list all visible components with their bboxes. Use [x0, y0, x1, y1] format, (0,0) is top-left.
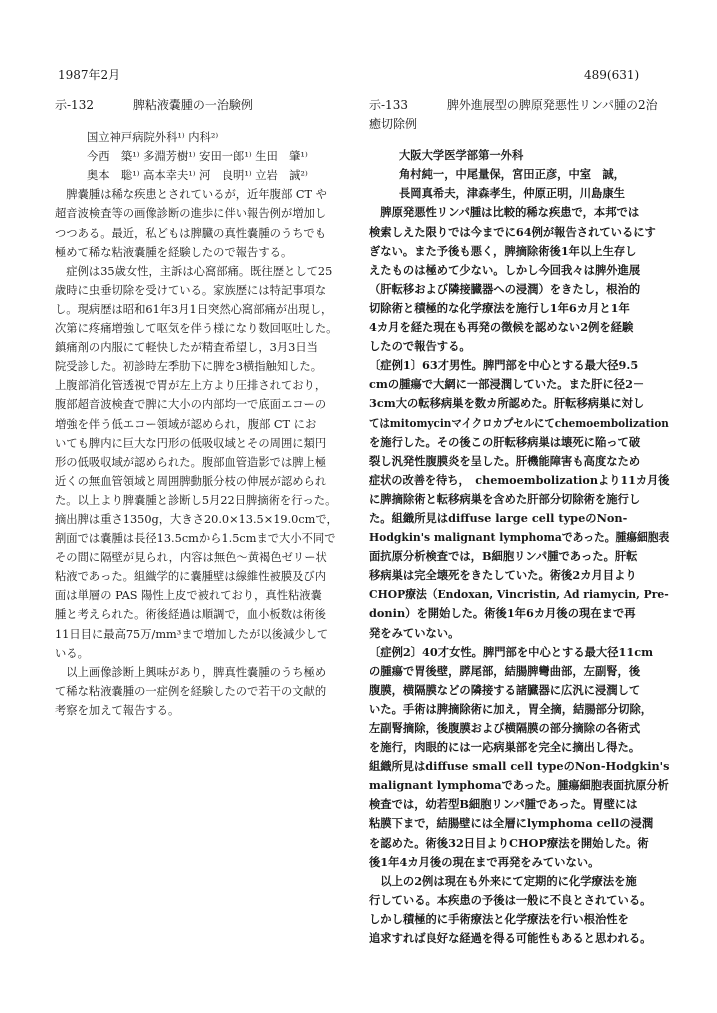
abstract-title-continued: 癒切除例 — [369, 117, 418, 132]
body-text-line: 割面では嚢腫は長径13.5cmから1.5cmまで大小不同で — [55, 532, 336, 546]
body-text-line: 面は単層の PAS 陽性上皮で被れており，真性粘液嚢 — [55, 589, 322, 603]
body-text-line: の腫瘍で胃後壁，膵尾部，結腸脾彎曲部，左副腎，後 — [369, 663, 641, 678]
body-text-line: CHOP療法（Endoxan, Vincristin, Ad riamycin, Pre- — [369, 587, 669, 602]
body-text-line: 腹膜，横隔膜などの隣接する諸臓器に広汎に浸潤して — [369, 682, 641, 697]
body-text-line: 面抗原分析検査では，B細胞リンパ腫であった。肝転 — [369, 549, 638, 564]
body-text-line: 以上画像診断上興味があり，脾真性嚢腫のうち極め — [55, 665, 327, 679]
body-text-line: 〔症例1〕63才男性。脾門部を中心とする最大径9.5 — [369, 358, 639, 373]
body-text-line: 検査では，幼若型B細胞リンパ腫であった。胃壁には — [369, 797, 638, 812]
abstract-body — [369, 203, 669, 948]
body-text-line: 近くの無血管領域と周囲脾動脈分枝の伸展が認められ — [55, 474, 327, 488]
author-line: 角村純一，中尾量保，宮田正彦，中室 誠， — [399, 167, 625, 182]
body-text-line: 切除術と積極的な化学療法を施行し1年6カ月と1年 — [369, 300, 630, 315]
body-text-line: （肝転移および隣接臓器への浸潤）をきたし，根治的 — [369, 281, 641, 296]
body-text-line: しかし積極的に手術療法と化学療法を行い根治性を — [369, 911, 629, 926]
body-text-line: 摘出脾は重さ1350g，大きさ20.0×13.5×19.0cmで， — [55, 512, 338, 526]
body-text-line: 鎮痛剤の内服にて軽快したが精査希望し，3月3日当 — [55, 341, 318, 355]
body-text-line: つつある。最近，私どもは脾臓の真性嚢腫のうちでも — [55, 226, 327, 240]
body-text-line: したので報告する。 — [369, 339, 471, 354]
body-text-line: その間に隔壁が見られ，内容は無色～黄褐色ゼリー状 — [55, 551, 327, 565]
body-text-line: 発をみていない。 — [369, 625, 460, 640]
header-page-number: 489(631) — [584, 68, 640, 82]
body-text-line: 後1年4カ月後の現在まで再発をみていない。 — [369, 854, 600, 869]
author-line: 今西 築¹⁾ 多淵芳樹¹⁾ 安田一郎¹⁾ 生田 肇¹⁾ — [87, 150, 308, 164]
body-text-line: malignant lymphomaであった。腫瘍細胞表面抗原分析 — [369, 778, 669, 793]
body-text-line: 裂し汎発性腹膜炎を呈した。肝機能障害も高度なため — [369, 453, 641, 468]
body-text-line: 粘液であった。組織学的に嚢腫壁は線維性被膜及び内 — [55, 570, 327, 584]
body-text-line: を施行した。その後この肝転移病巣は壊死に陥って破 — [369, 434, 641, 449]
body-text-line: 3cm大の転移病巣を数カ所認めた。肝転移病巣に対し — [369, 396, 645, 411]
body-text-line: 腹部超音波検査で脾に大小の内部均一で底面エコーの — [55, 398, 327, 412]
abstract-title-row — [369, 96, 669, 115]
body-text-line: 上腹部消化管透視で胃が左上方より圧排されており， — [55, 379, 327, 393]
body-text-line: 増強を伴う低エコー領域が認められ，腹部 CT にお — [55, 417, 317, 431]
body-text-line: 検索しえた限りでは今までに64例が報告されているにす — [369, 224, 656, 239]
body-text-line: 考察を加えて報告する。 — [55, 703, 180, 717]
body-text-line: 歳時に虫垂切除を受けている。家族歴には特記事項な — [55, 283, 327, 297]
body-text-line: いても脾内に巨大な円形の低吸収域とその周囲に類円 — [55, 436, 327, 450]
affiliation: 大阪大学医学部第一外科 — [399, 148, 524, 163]
body-text-line: 追求すれば良好な経過を得る可能性もあると思われる。 — [369, 931, 652, 946]
body-text-line: えたものは極めて少ない。しかし今回我々は脾外進展 — [369, 262, 641, 277]
body-text-line: 超音波検査等の画像診断の進歩に伴い報告例が増加し — [55, 207, 327, 221]
body-text-line: 形の低吸収域が認められた。腹部血管造影では脾上極 — [55, 455, 327, 469]
body-text-line: ぎない。また予後も悪く，脾摘除術後1年以上生存し — [369, 243, 637, 258]
body-text-line: 移病巣は完全壊死をきたしていた。術後2カ月目より — [369, 568, 637, 583]
body-text-line: 粘膜下まで，結腸壁には全層にlymphoma cellの浸潤 — [369, 816, 654, 831]
abstract-body — [55, 185, 355, 720]
body-text-line: いる。 — [55, 646, 89, 660]
header-date: 1987年2月 — [58, 68, 121, 82]
body-text-line: て稀な粘液嚢腫の一症例を経験したので若干の文献的 — [55, 684, 327, 698]
abstract-number: 示-132 — [55, 98, 94, 112]
body-text-line: に脾摘除術と転移病巣を含めた肝部分切除術を施行し — [369, 491, 641, 506]
author-line: 奥本 聡¹⁾ 高本幸夫¹⁾ 河 良明¹⁾ 立岩 誠²⁾ — [87, 169, 308, 183]
body-text-line: 症状の改善を待ち， chemoembolizationより11カ月後 — [369, 472, 670, 487]
abstract-left — [55, 96, 355, 720]
body-text-line: た。以上より脾嚢腫と診断し5月22日脾摘術を行った。 — [55, 493, 337, 507]
body-text-line: cmの腫瘍で大網に一部浸潤していた。また肝に径2－ — [369, 377, 645, 392]
body-text-line: てはmitomycinマイクロカプセルにてchemoembolization — [369, 415, 669, 430]
body-text-line: いた。手術は脾摘除術に加え，胃全摘，結腸部分切除， — [369, 701, 653, 716]
body-text-line: を施行，肉眼的には一応病巣部を完全に摘出し得た。 — [369, 740, 641, 755]
abstract-number: 示-133 — [369, 98, 408, 112]
abstract-title: 脾外進展型の脾原発悪性リンパ腫の2治 — [446, 98, 658, 112]
body-text-line: を認めた。術後32日目よりCHOP療法を開始した。術 — [369, 835, 649, 850]
body-text-line: 脾原発悪性リンパ腫は比較的稀な疾患で，本邦では — [369, 205, 640, 220]
body-text-line: 院受診した。初診時左季肋下に脾を3横指触知した。 — [55, 360, 323, 374]
affiliation: 国立神戸病院外科¹⁾ 内科²⁾ — [87, 131, 219, 145]
body-text-line: donin）を開始した。術後1年6カ月後の現在まで再 — [369, 606, 636, 621]
body-text-line: Hodgkin's malignant lymphomaであった。腫瘍細胞表 — [369, 530, 670, 545]
body-text-line: 以上の2例は現在も外来にて定期的に化学療法を施 — [369, 873, 637, 888]
body-text-line: 〔症例2〕40才女性。脾門部を中心とする最大径11cm — [369, 644, 654, 659]
body-text-line: 極めて稀な粘液嚢腫を経験したので報告する。 — [55, 245, 293, 259]
body-text-line: 脾嚢腫は稀な疾患とされているが，近年腹部 CT や — [55, 188, 327, 202]
abstract-right — [369, 96, 669, 948]
body-text-line: 症例は35歳女性，主訴は心窩部痛。既往歴として25 — [55, 264, 333, 278]
body-text-line: 左副腎摘除，後腹膜および横隔膜の部分摘除の各術式 — [369, 721, 641, 735]
body-text-line: 組織所見はdiffuse small cell typeのNon-Hodgkin's — [369, 759, 670, 774]
body-text-line: 11日目に最高75万/mm³まで増加したが以後減少して — [55, 627, 329, 641]
body-text-line: 次第に疼痛増強して呕気を伴う様になり数回呕吐した。 — [55, 322, 338, 336]
body-text-line: し。現病歴は昭和61年3月1日突然心窩部痛が出現し， — [55, 302, 333, 316]
abstract-title-row — [55, 96, 355, 115]
body-text-line: 4カ月を経た現在も再発の徴候を認めない2例を経験 — [369, 320, 634, 335]
body-text-line: た。組織所見はdiffuse large cell typeのNon- — [369, 510, 628, 525]
author-line: 長岡真希夫，津森孝生，仲原正明，川島康生 — [399, 186, 625, 201]
body-text-line: 腫と考えられた。術後経過は順調で，血小板数は術後 — [55, 608, 326, 622]
body-text-line: 行している。本疾患の予後は一般に不良とされている。 — [369, 892, 652, 907]
abstract-title: 脾粘液嚢腫の一治験例 — [132, 98, 253, 112]
